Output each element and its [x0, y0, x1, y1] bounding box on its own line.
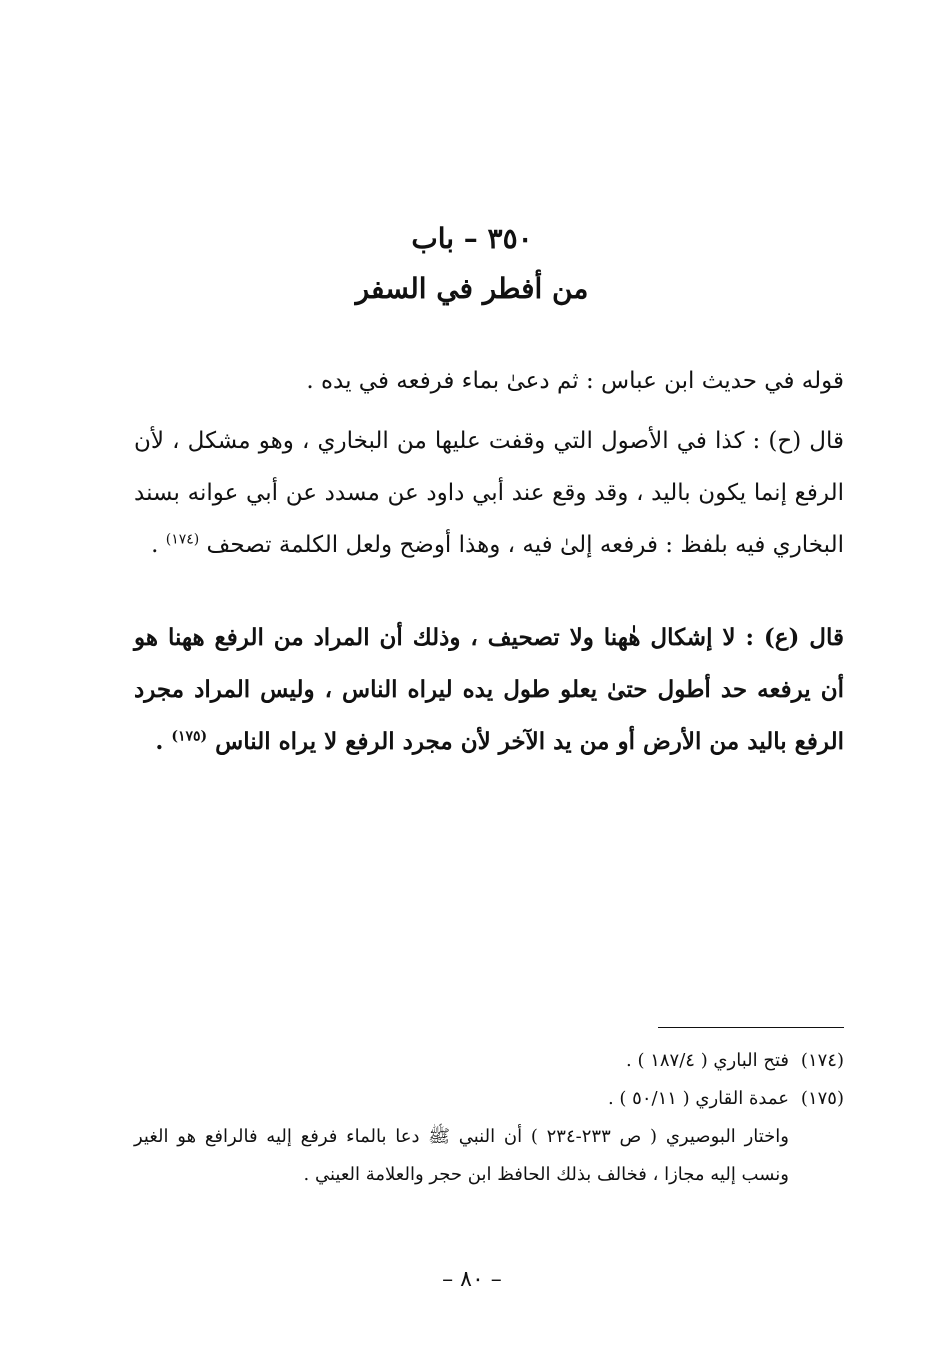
page-number: – ٨٠ – [442, 1267, 502, 1292]
footnote-body [134, 1080, 789, 1194]
paragraph-al-ayni-end: . [155, 728, 172, 755]
footnote-number: (١٧٤) [800, 1050, 844, 1071]
footnote-line: عمدة القاري ( ٥٠/١١ ) . [607, 1088, 789, 1109]
footnote-ref-174[interactable]: (١٧٤) [165, 531, 200, 548]
paragraph-ibn-hajar-body: قال (ح) : كذا في الأصول التي وقفت عليها من البخاري ، وهو مشكل ، لأن الرفع إنما يكون باليد ، وقد وقع عند أبي داود عن مسدد عن أبي عوانه بسند البخاري فيه بلفظ : فرفعه إلىٰ فيه ، وهذا أوضح ولعل الكلمة تصحف [134, 428, 844, 558]
footnote-line: واختار البوصيري ( ص ٢٣٣-٢٣٤ ) أن النبي ﷺ دعا بالماء فرفع إليه فالرافع هو الغير ونسب إليه مجازا ، فخالف بذلك الحافظ ابن حجر والعلامة العيني . [134, 1126, 789, 1185]
chapter-title: من أفطر في السفر [355, 272, 589, 305]
paragraph-ibn-hajar-text [134, 415, 844, 571]
chapter-number: ٣٥٠ – باب [411, 222, 533, 255]
footnote-body [134, 1042, 789, 1080]
paragraph-al-ayni-body: قال (ع) : لا إشكال هٰهنا ولا تصحيف ، وذلك أن المراد من الرفع ههنا هو أن يرفعه حد أطول حتىٰ يعلو طول يده ليراه الناس ، وليس المراد مجرد الرفع باليد من الأرض أو من يد الآخر لأن مجرد الرفع لا يراه الناس [134, 624, 844, 755]
footnote-number: (١٧٥) [800, 1088, 844, 1109]
footnote-line: فتح الباري ( ١٨٧/٤ ) . [626, 1050, 789, 1071]
paragraph-quote-text: قوله في حديث ابن عباس : ثم دعىٰ بماء فرفعه في يده . [306, 368, 844, 394]
footnote-ref-175[interactable]: (١٧٥) [171, 728, 208, 745]
footnote-175 [134, 1080, 844, 1194]
paragraph-ibn-hajar-end: . [151, 532, 166, 558]
footnote-divider [658, 1027, 844, 1028]
paragraph-quote [134, 355, 844, 407]
footnotes-section [134, 1042, 844, 1194]
paragraph-al-ayni-text [134, 612, 844, 768]
paragraph-ibn-hajar [134, 415, 844, 571]
paragraph-al-ayni [134, 612, 844, 768]
footnote-174 [134, 1042, 844, 1080]
